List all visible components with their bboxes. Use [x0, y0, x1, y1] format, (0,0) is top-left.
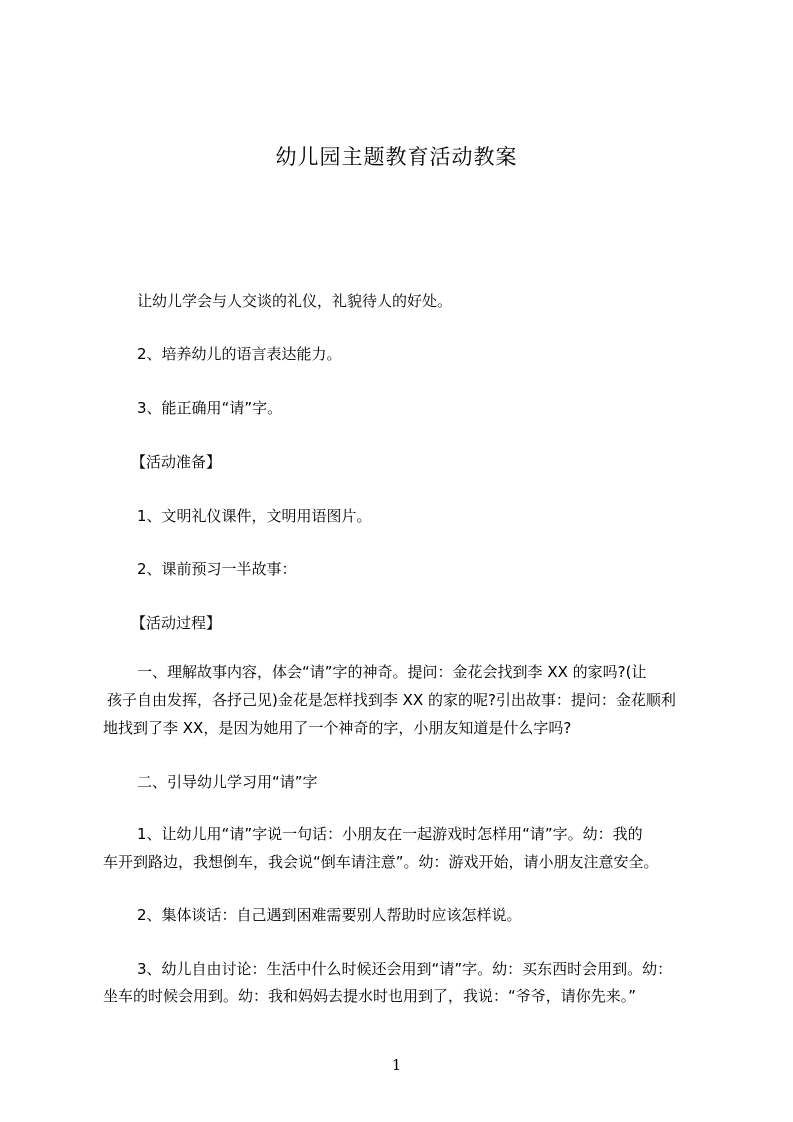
paragraph-line: 一、理解故事内容，体会“请”字的神奇。提问：金花会找到李 XX 的家吗?(让: [137, 663, 647, 681]
paragraph-line: 地找到了李 XX，是因为她用了一个神奇的字，小朋友知道是什么字吗?: [103, 719, 572, 737]
paragraph-line: 孩子自由发挥，各抒己见)金花是怎样找到李 XX 的家的呢?引出故事：提问：金花顺利: [107, 691, 676, 709]
paragraph-line: 3、能正确用“请”字。: [137, 399, 283, 417]
paragraph-line: 二、引导幼儿学习用“请”字: [137, 773, 318, 791]
paragraph-line: 坐车的时候会用到。幼：我和妈妈去提水时也用到了，我说：“爷爷，请你先来。”: [103, 987, 637, 1005]
paragraph-line: 2、培养幼儿的语言表达能力。: [137, 345, 342, 363]
paragraph-line: 2、集体谈话：自己遇到困难需要别人帮助时应该怎样说。: [137, 906, 522, 924]
section-heading: 【活动过程】: [131, 614, 222, 632]
paragraph-line: 1、文明礼仪课件，文明用语图片。: [137, 507, 372, 525]
paragraph-line: 2、课前预习一半故事：: [137, 560, 297, 578]
page-number: 1: [391, 1056, 402, 1074]
paragraph-line: 1、让幼儿用“请”字说一句话：小朋友在一起游戏时怎样用“请”字。幼：我的: [137, 825, 643, 843]
section-heading: 【活动准备】: [131, 453, 222, 471]
paragraph-line: 让幼儿学会与人交谈的礼仪，礼貌待人的好处。: [137, 292, 453, 310]
document-title: 幼儿园主题教育活动教案: [275, 145, 518, 169]
paragraph-line: 车开到路边，我想倒车，我会说“倒车请注意”。幼：游戏开始，请小朋友注意安全。: [103, 853, 659, 871]
paragraph-line: 3、幼儿自由讨论：生活中什么时候还会用到“请”字。幼：买东西时会用到。幼：: [137, 960, 673, 978]
